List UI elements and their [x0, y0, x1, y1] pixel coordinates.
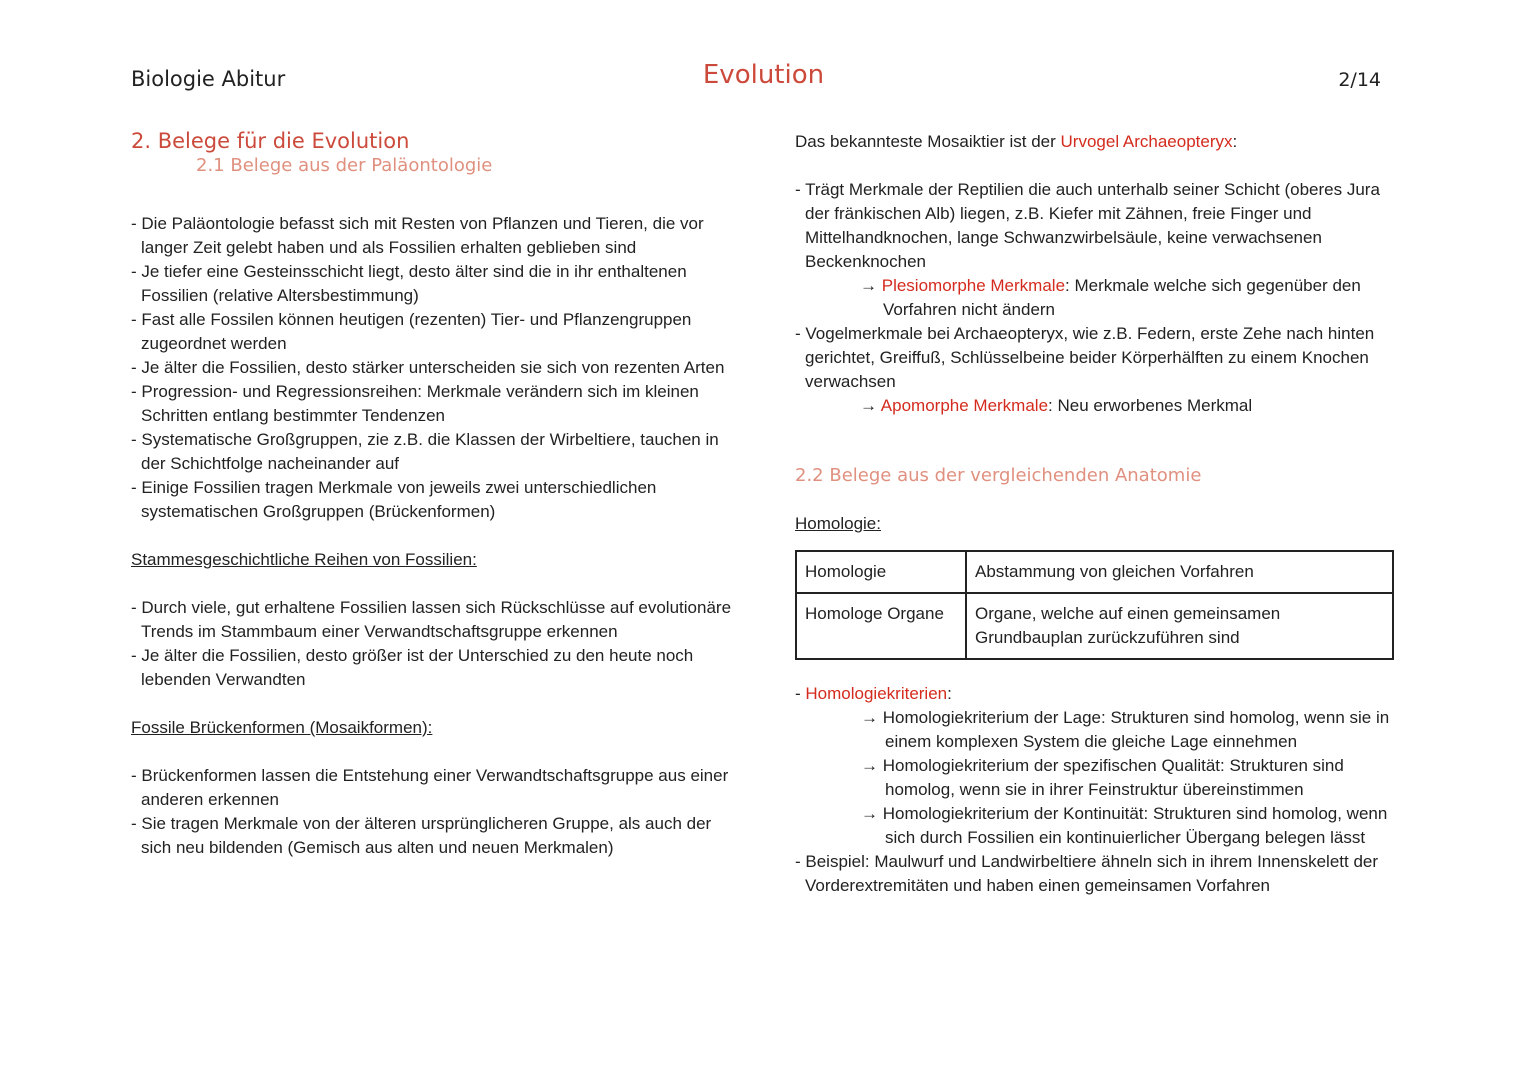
page-title: Evolution — [702, 60, 825, 90]
bullet-list-paleontology — [131, 212, 741, 524]
criteria-colon: : — [947, 684, 952, 703]
list-item: - Trägt Merkmale der Reptilien die auch unterhalb seiner Schicht (oberes Jura der fränkischen Alb) liegen, z.B. Kiefer mit Zähnen, freie Finger und Mittelhandknochen, lange Schwanzwirbelsäule, keine verwachsenen Beckenknochen — [795, 180, 1380, 271]
term-definition: : Neu erworbenes Merkmal — [1048, 396, 1253, 415]
bullet-list-bird-features — [795, 322, 1405, 394]
list-item: - Einige Fossilien tragen Merkmale von jeweils zwei unterschiedlichen systematischen Großgruppen (Brückenformen) — [131, 478, 657, 521]
term-definition: : Merkmale welche sich gegenüber den Vorfahren nicht ändern — [883, 276, 1361, 319]
homology-table — [795, 550, 1394, 660]
term-highlight: Apomorphe Merkmale — [880, 396, 1049, 415]
table-cell-term: Homologe Organe — [796, 593, 966, 659]
list-item: - Fast alle Fossilen können heutigen (rezenten) Tier- und Pflanzengruppen zugeordnet werden — [131, 310, 692, 353]
table-cell-definition: Abstammung von gleichen Vorfahren — [966, 551, 1393, 593]
criteria-item: → Homologiekriterium der spezifischen Qualität: Strukturen sind homolog, wenn sie in ihrer Feinstruktur übereinstimmen — [861, 756, 1344, 799]
section-heading: 2. Belege für die Evolution — [131, 129, 410, 153]
arrow-icon: → — [860, 396, 881, 415]
arrow-item-plesiomorph — [795, 274, 1405, 322]
list-item: - Systematische Großgruppen, zie z.B. die Klassen der Wirbeltiere, tauchen in der Schichtfolge nacheinander auf — [131, 430, 719, 473]
term-highlight: Plesiomorphe Merkmale — [881, 276, 1066, 295]
archaeopteryx-intro — [795, 130, 1405, 154]
arrow-item-apomorph — [795, 394, 1405, 418]
list-item: - Brückenformen lassen die Entstehung einer Verwandtschaftsgruppe aus einer anderen erkennen — [131, 766, 729, 809]
criteria-item: → Homologiekriterium der Lage: Strukturen sind homolog, wenn sie in einem komplexen System die gleiche Lage einnehmen — [861, 708, 1390, 751]
list-item: - Sie tragen Merkmale von der älteren ursprünglicheren Gruppe, als auch der sich neu bildenden (Gemisch aus alten und neuen Merkmalen) — [131, 814, 712, 857]
subsection-heading: 2.1 Belege aus der Paläontologie — [196, 155, 493, 176]
intro-colon: : — [1232, 132, 1238, 151]
bullet-list-fossil-series — [131, 596, 741, 692]
subject-label: Biologie Abitur — [131, 67, 286, 91]
list-item: - Progression- und Regressionsreihen: Merkmale verändern sich im kleinen Schritten entlang bestimmter Tendenzen — [131, 382, 699, 425]
table-row — [796, 593, 1393, 659]
table-cell-definition: Organe, welche auf einen gemeinsamen Grundbauplan zurückzuführen sind — [966, 593, 1393, 659]
criteria-item: → Homologiekriterium der Kontinuität: Strukturen sind homolog, wenn sich durch Fossilien ein kontinuierlicher Übergang belegen lässt — [861, 804, 1388, 847]
list-item: - Die Paläontologie befasst sich mit Resten von Pflanzen und Tieren, die vor langer Zeit gelebt haben und als Fossilien erhalten geblieben sind — [131, 214, 704, 257]
list-item: - Je älter die Fossilien, desto stärker unterscheiden sie sich von rezenten Arten — [131, 358, 725, 377]
bullet-list-archaeopteryx — [795, 178, 1405, 274]
intro-highlight: Urvogel Archaeopteryx — [1060, 132, 1233, 151]
intro-text: Das bekannteste Mosaiktier ist der — [795, 132, 1061, 151]
page-number: 2/14 — [1338, 69, 1381, 91]
subheading-homology: Homologie: — [795, 514, 881, 533]
table-row — [796, 551, 1393, 593]
right-column — [795, 128, 1405, 898]
left-column — [131, 128, 741, 860]
subheading-fossil-series: Stammesgeschichtliche Reihen von Fossilien: — [131, 550, 477, 569]
subsection-heading-anatomy: 2.2 Belege aus der vergleichenden Anatomie — [795, 465, 1202, 486]
list-item: - Beispiel: Maulwurf und Landwirbeltiere ähneln sich in ihrem Innenskelett der Vorderextremitäten und haben einen gemeinsamen Vorfahren — [795, 852, 1379, 895]
table-cell-term: Homologie — [796, 551, 966, 593]
arrow-icon: → — [860, 276, 882, 295]
bullet-dash: - — [795, 684, 806, 703]
bullet-list-example — [795, 850, 1405, 898]
list-item: - Durch viele, gut erhaltene Fossilien lassen sich Rückschlüsse auf evolutionäre Trends im Stammbaum einer Verwandtschaftsgruppe erkennen — [131, 598, 732, 641]
bullet-list-bridge-forms — [131, 764, 741, 860]
subheading-bridge-forms: Fossile Brückenformen (Mosaikformen): — [131, 718, 433, 737]
criteria-highlight: Homologiekriterien — [805, 684, 948, 703]
list-item: - Vogelmerkmale bei Archaeopteryx, wie z.B. Federn, erste Zehe nach hinten gerichtet, Greiffuß, Schlüsselbeine beider Körperhälften zu einem Knochen verwachsen — [795, 324, 1375, 391]
list-item: - Je tiefer eine Gesteinsschicht liegt, desto älter sind die in ihr enthaltenen Fossilien (relative Altersbestimmung) — [131, 262, 687, 305]
list-item: - Je älter die Fossilien, desto größer ist der Unterschied zu den heute noch lebenden Verwandten — [131, 646, 694, 689]
homology-criteria-heading — [795, 682, 1405, 706]
